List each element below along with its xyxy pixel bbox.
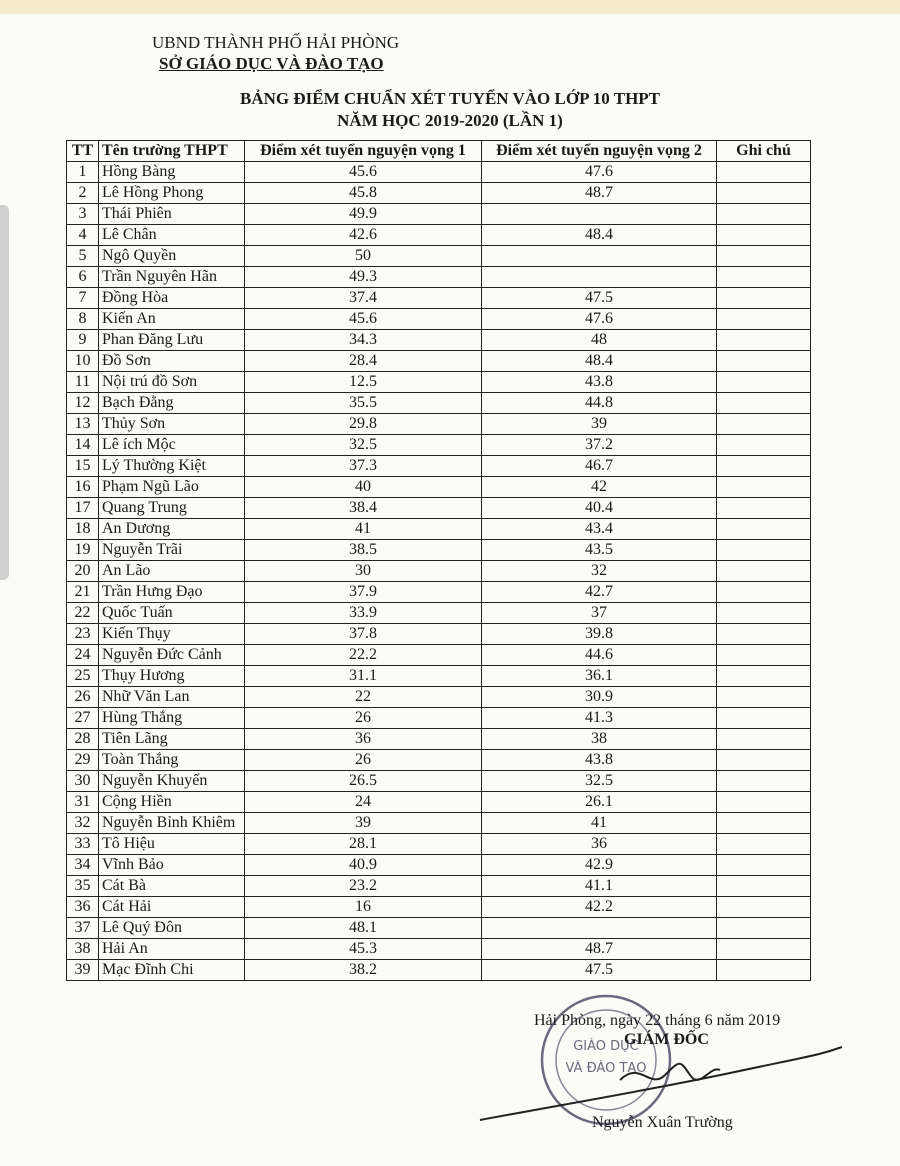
score-nv2: 43.5 <box>482 540 717 561</box>
school-name: Lý Thường Kiệt <box>99 456 245 477</box>
row-number: 13 <box>67 414 99 435</box>
school-name: Lê Hồng Phong <box>99 183 245 204</box>
note <box>717 498 811 519</box>
score-nv2: 40.4 <box>482 498 717 519</box>
score-nv2: 42.9 <box>482 855 717 876</box>
table-row <box>67 435 811 456</box>
school-name: An Lão <box>99 561 245 582</box>
row-number: 29 <box>67 750 99 771</box>
score-nv2: 42.7 <box>482 582 717 603</box>
row-number: 11 <box>67 372 99 393</box>
row-number: 18 <box>67 519 99 540</box>
score-nv1: 22 <box>245 687 482 708</box>
score-nv2: 43.8 <box>482 372 717 393</box>
svg-text:VÀ ĐÀO TẠO: VÀ ĐÀO TẠO <box>565 1061 647 1076</box>
score-nv2: 46.7 <box>482 456 717 477</box>
note <box>717 435 811 456</box>
note <box>717 309 811 330</box>
school-name: Phan Đăng Lưu <box>99 330 245 351</box>
school-name: Nguyễn Trãi <box>99 540 245 561</box>
row-number: 7 <box>67 288 99 309</box>
score-nv1: 45.3 <box>245 939 482 960</box>
score-nv2: 26.1 <box>482 792 717 813</box>
row-number: 26 <box>67 687 99 708</box>
note <box>717 792 811 813</box>
row-number: 27 <box>67 708 99 729</box>
school-name: Cát Bà <box>99 876 245 897</box>
score-nv2: 47.5 <box>482 960 717 981</box>
table-row <box>67 246 811 267</box>
table-row <box>67 540 811 561</box>
score-nv2: 47.5 <box>482 288 717 309</box>
score-nv1: 48.1 <box>245 918 482 939</box>
table-row <box>67 477 811 498</box>
school-name: Lê ích Mộc <box>99 435 245 456</box>
note <box>717 288 811 309</box>
top-edge-bar <box>0 0 900 14</box>
note <box>717 603 811 624</box>
school-name: Hùng Thắng <box>99 708 245 729</box>
score-nv1: 26 <box>245 708 482 729</box>
score-nv2: 41 <box>482 813 717 834</box>
table-row <box>67 729 811 750</box>
note <box>717 267 811 288</box>
score-nv2: 44.8 <box>482 393 717 414</box>
school-name: Đồ Sơn <box>99 351 245 372</box>
score-nv2: 38 <box>482 729 717 750</box>
document-subtitle: NĂM HỌC 2019-2020 (LẦN 1) <box>337 111 563 130</box>
score-nv1: 16 <box>245 897 482 918</box>
score-nv2: 48.7 <box>482 183 717 204</box>
score-nv1: 26.5 <box>245 771 482 792</box>
row-number: 31 <box>67 792 99 813</box>
school-name: Thái Phiên <box>99 204 245 225</box>
school-name: Tô Hiệu <box>99 834 245 855</box>
school-name: Nguyễn Khuyến <box>99 771 245 792</box>
authority-name: UBND THÀNH PHỐ HẢI PHÒNG <box>152 33 400 52</box>
school-name: Lê Quý Đôn <box>99 918 245 939</box>
col-header-nv2: Điểm xét tuyển nguyện vọng 2 <box>482 141 717 162</box>
row-number: 16 <box>67 477 99 498</box>
school-name: Quốc Tuấn <box>99 603 245 624</box>
table-row <box>67 456 811 477</box>
document-header <box>152 32 399 74</box>
score-nv1: 49.9 <box>245 204 482 225</box>
score-nv2: 44.6 <box>482 645 717 666</box>
score-nv1: 34.3 <box>245 330 482 351</box>
table-row <box>67 204 811 225</box>
note <box>717 414 811 435</box>
row-number: 37 <box>67 918 99 939</box>
row-number: 21 <box>67 582 99 603</box>
note <box>717 771 811 792</box>
table-row <box>67 309 811 330</box>
table-row <box>67 519 811 540</box>
score-nv2: 41.1 <box>482 876 717 897</box>
score-nv2 <box>482 267 717 288</box>
score-nv2: 37 <box>482 603 717 624</box>
table-row <box>67 918 811 939</box>
row-number: 38 <box>67 939 99 960</box>
school-name: Nguyễn Bỉnh Khiêm <box>99 813 245 834</box>
table-row <box>67 603 811 624</box>
row-number: 32 <box>67 813 99 834</box>
note <box>717 162 811 183</box>
score-nv1: 12.5 <box>245 372 482 393</box>
row-number: 6 <box>67 267 99 288</box>
row-number: 24 <box>67 645 99 666</box>
table-row <box>67 792 811 813</box>
score-nv1: 31.1 <box>245 666 482 687</box>
score-nv2: 42.2 <box>482 897 717 918</box>
table-row <box>67 162 811 183</box>
table-row <box>67 876 811 897</box>
note <box>717 456 811 477</box>
table-header-row <box>67 141 811 162</box>
school-name: Hồng Bàng <box>99 162 245 183</box>
school-name: Trần Nguyên Hãn <box>99 267 245 288</box>
score-nv1: 26 <box>245 750 482 771</box>
note <box>717 645 811 666</box>
score-nv1: 39 <box>245 813 482 834</box>
svg-text:GIÁO DỤC: GIÁO DỤC <box>573 1039 639 1054</box>
note <box>717 372 811 393</box>
table-row <box>67 645 811 666</box>
note <box>717 540 811 561</box>
score-nv2: 48 <box>482 330 717 351</box>
note <box>717 897 811 918</box>
school-name: Thụy Hương <box>99 666 245 687</box>
score-nv2: 41.3 <box>482 708 717 729</box>
score-nv1: 28.1 <box>245 834 482 855</box>
score-nv1: 49.3 <box>245 267 482 288</box>
note <box>717 519 811 540</box>
score-nv1: 32.5 <box>245 435 482 456</box>
score-nv1: 37.9 <box>245 582 482 603</box>
score-nv1: 42.6 <box>245 225 482 246</box>
department-name: SỞ GIÁO DỤC VÀ ĐÀO TẠO <box>159 54 384 73</box>
table-row <box>67 498 811 519</box>
score-nv1: 33.9 <box>245 603 482 624</box>
score-nv2 <box>482 918 717 939</box>
score-nv1: 29.8 <box>245 414 482 435</box>
note <box>717 918 811 939</box>
row-number: 5 <box>67 246 99 267</box>
score-nv2: 48.7 <box>482 939 717 960</box>
signatory-title: GIÁM ĐỐC <box>624 1031 709 1048</box>
note <box>717 813 811 834</box>
score-nv2: 43.4 <box>482 519 717 540</box>
table-row <box>67 708 811 729</box>
row-number: 2 <box>67 183 99 204</box>
table-row <box>67 351 811 372</box>
col-header-tt: TT <box>67 141 99 162</box>
note <box>717 666 811 687</box>
row-number: 20 <box>67 561 99 582</box>
table-row <box>67 225 811 246</box>
score-nv2: 39.8 <box>482 624 717 645</box>
table-row <box>67 288 811 309</box>
note <box>717 393 811 414</box>
school-name: An Dương <box>99 519 245 540</box>
note <box>717 876 811 897</box>
note <box>717 183 811 204</box>
school-name: Mạc Đĩnh Chi <box>99 960 245 981</box>
score-nv1: 38.5 <box>245 540 482 561</box>
score-nv1: 50 <box>245 246 482 267</box>
score-nv2: 37.2 <box>482 435 717 456</box>
school-name: Cộng Hiền <box>99 792 245 813</box>
score-nv1: 35.5 <box>245 393 482 414</box>
score-nv2 <box>482 204 717 225</box>
school-name: Nguyễn Đức Cảnh <box>99 645 245 666</box>
note <box>717 246 811 267</box>
note <box>717 708 811 729</box>
school-name: Kiến An <box>99 309 245 330</box>
table-row <box>67 414 811 435</box>
score-nv2: 32 <box>482 561 717 582</box>
row-number: 34 <box>67 855 99 876</box>
place-date: Hải Phòng, ngày 22 tháng 6 năm 2019 <box>534 1012 781 1029</box>
table-row <box>67 960 811 981</box>
signatory-name: Nguyễn Xuân Trường <box>592 1114 733 1131</box>
table-row <box>67 750 811 771</box>
table-row <box>67 372 811 393</box>
document-title: BẢNG ĐIỂM CHUẨN XÉT TUYỂN VÀO LỚP 10 THPT <box>239 89 661 108</box>
school-name: Nhữ Văn Lan <box>99 687 245 708</box>
score-nv1: 37.8 <box>245 624 482 645</box>
note <box>717 750 811 771</box>
table-row <box>67 267 811 288</box>
row-number: 22 <box>67 603 99 624</box>
note <box>717 582 811 603</box>
note <box>717 204 811 225</box>
note <box>717 351 811 372</box>
score-nv1: 37.3 <box>245 456 482 477</box>
score-nv1: 36 <box>245 729 482 750</box>
school-name: Lê Chân <box>99 225 245 246</box>
row-number: 3 <box>67 204 99 225</box>
score-nv1: 40.9 <box>245 855 482 876</box>
table-row <box>67 330 811 351</box>
school-name: Nội trú đồ Sơn <box>99 372 245 393</box>
row-number: 19 <box>67 540 99 561</box>
row-number: 9 <box>67 330 99 351</box>
row-number: 10 <box>67 351 99 372</box>
school-name: Trần Hưng Đạo <box>99 582 245 603</box>
table-row <box>67 393 811 414</box>
note <box>717 834 811 855</box>
row-number: 30 <box>67 771 99 792</box>
table-row <box>67 813 811 834</box>
school-name: Cát Hải <box>99 897 245 918</box>
score-nv2: 36.1 <box>482 666 717 687</box>
table-row <box>67 183 811 204</box>
note <box>717 561 811 582</box>
col-header-nv1: Điểm xét tuyển nguyện vọng 1 <box>245 141 482 162</box>
table-row <box>67 582 811 603</box>
table-row <box>67 624 811 645</box>
score-nv1: 41 <box>245 519 482 540</box>
score-nv2: 47.6 <box>482 162 717 183</box>
table-row <box>67 855 811 876</box>
score-nv1: 22.2 <box>245 645 482 666</box>
school-name: Vĩnh Bảo <box>99 855 245 876</box>
note <box>717 939 811 960</box>
row-number: 8 <box>67 309 99 330</box>
school-name: Hải An <box>99 939 245 960</box>
score-nv1: 30 <box>245 561 482 582</box>
school-name: Bạch Đằng <box>99 393 245 414</box>
row-number: 12 <box>67 393 99 414</box>
score-nv2: 39 <box>482 414 717 435</box>
table-row <box>67 687 811 708</box>
score-nv1: 45.6 <box>245 162 482 183</box>
school-name: Kiến Thụy <box>99 624 245 645</box>
row-number: 15 <box>67 456 99 477</box>
note <box>717 225 811 246</box>
row-number: 1 <box>67 162 99 183</box>
score-nv2: 48.4 <box>482 351 717 372</box>
row-number: 23 <box>67 624 99 645</box>
score-nv2: 43.8 <box>482 750 717 771</box>
row-number: 33 <box>67 834 99 855</box>
note <box>717 729 811 750</box>
score-nv1: 23.2 <box>245 876 482 897</box>
table-row <box>67 666 811 687</box>
school-name: Ngô Quyền <box>99 246 245 267</box>
score-nv2: 48.4 <box>482 225 717 246</box>
score-nv1: 45.8 <box>245 183 482 204</box>
row-number: 17 <box>67 498 99 519</box>
row-number: 35 <box>67 876 99 897</box>
score-nv1: 45.6 <box>245 309 482 330</box>
row-number: 4 <box>67 225 99 246</box>
score-nv2 <box>482 246 717 267</box>
table-row <box>67 561 811 582</box>
table-row <box>67 897 811 918</box>
school-name: Phạm Ngũ Lão <box>99 477 245 498</box>
school-name: Đồng Hòa <box>99 288 245 309</box>
col-header-school: Tên trường THPT <box>99 141 245 162</box>
score-table <box>66 140 811 981</box>
school-name: Toàn Thắng <box>99 750 245 771</box>
score-nv1: 24 <box>245 792 482 813</box>
score-nv1: 38.4 <box>245 498 482 519</box>
table-row <box>67 771 811 792</box>
school-name: Tiên Lãng <box>99 729 245 750</box>
note <box>717 330 811 351</box>
table-row <box>67 834 811 855</box>
score-nv1: 37.4 <box>245 288 482 309</box>
note <box>717 477 811 498</box>
col-header-note: Ghi chú <box>717 141 811 162</box>
note <box>717 624 811 645</box>
score-nv2: 30.9 <box>482 687 717 708</box>
note <box>717 855 811 876</box>
score-nv2: 32.5 <box>482 771 717 792</box>
school-name: Quang Trung <box>99 498 245 519</box>
score-nv1: 38.2 <box>245 960 482 981</box>
table-body <box>67 162 811 981</box>
row-number: 39 <box>67 960 99 981</box>
table-row <box>67 939 811 960</box>
score-nv2: 47.6 <box>482 309 717 330</box>
left-page-edge <box>0 205 9 580</box>
row-number: 25 <box>67 666 99 687</box>
score-nv2: 36 <box>482 834 717 855</box>
note <box>717 687 811 708</box>
score-nv1: 40 <box>245 477 482 498</box>
row-number: 36 <box>67 897 99 918</box>
score-nv2: 42 <box>482 477 717 498</box>
score-nv1: 28.4 <box>245 351 482 372</box>
row-number: 28 <box>67 729 99 750</box>
school-name: Thủy Sơn <box>99 414 245 435</box>
note <box>717 960 811 981</box>
row-number: 14 <box>67 435 99 456</box>
